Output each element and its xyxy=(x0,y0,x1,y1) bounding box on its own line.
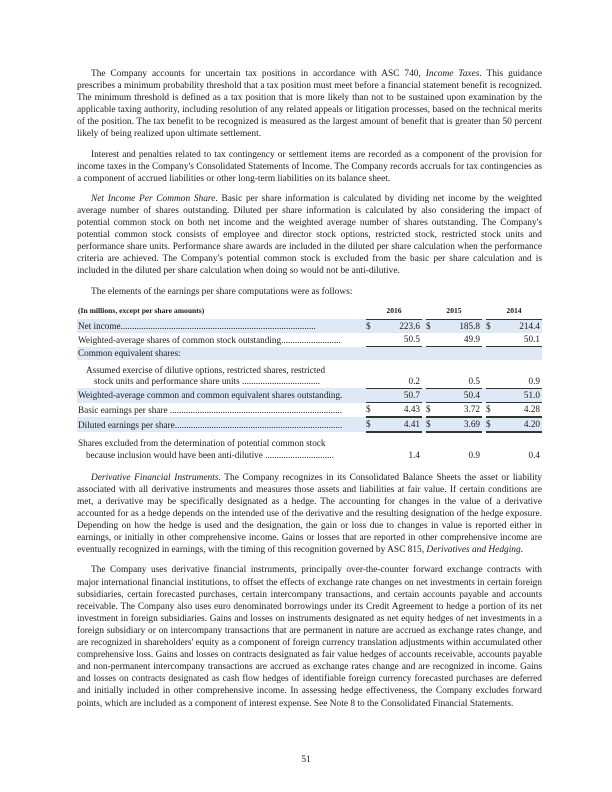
text: The Company accounts for uncertain tax positions in accordance with ASC 740, xyxy=(91,69,426,79)
value: 50.7 xyxy=(376,388,422,402)
table-header-label: (In millions, except per share amounts) xyxy=(78,306,205,316)
table-row-net-income xyxy=(77,319,542,333)
value: 0.9 xyxy=(468,449,480,460)
value: 3.69 xyxy=(436,417,482,432)
currency: $ xyxy=(426,403,436,418)
table-row-assumed-exercise xyxy=(77,364,542,388)
table-row-weighted-average-equivalent xyxy=(77,388,542,402)
value: 223.6 xyxy=(376,319,422,333)
paragraph-net-income-per-share xyxy=(77,193,542,278)
value: 1.4 xyxy=(408,449,420,460)
page-number: 51 xyxy=(301,755,311,765)
currency: $ xyxy=(366,417,376,432)
text: . xyxy=(520,545,524,556)
value: 50.1 xyxy=(496,333,542,347)
value: 50.5 xyxy=(376,333,422,347)
row-label: Weighted-average shares of common stock outstanding.......................... xyxy=(78,334,341,345)
year-2015: 2015 xyxy=(446,305,462,315)
value: 49.9 xyxy=(436,333,482,347)
value: 4.28 xyxy=(496,403,542,418)
paragraph-eps-intro: The elements of the earnings per share computations were as follows: xyxy=(91,286,353,297)
eps-table xyxy=(77,304,542,462)
table-row-diluted-eps xyxy=(77,417,542,432)
page-body xyxy=(77,68,542,718)
value: 0.4 xyxy=(528,449,540,460)
row-label: Diluted earnings per share......................................................................... xyxy=(77,417,362,432)
row-label: Common equivalent shares: xyxy=(77,347,362,360)
currency: $ xyxy=(486,319,496,333)
currency: $ xyxy=(486,403,496,418)
row-label-line2: because inclusion would have been anti-dilutive .............................. xyxy=(86,449,335,460)
table-row-excluded-shares xyxy=(77,437,542,461)
currency: $ xyxy=(486,417,496,432)
row-label xyxy=(77,437,362,461)
row-label: Weighted-average common and common equivalent shares outstanding. xyxy=(77,388,362,402)
currency: $ xyxy=(366,403,376,418)
value: 4.41 xyxy=(376,417,422,432)
value: 0.2 xyxy=(376,364,422,388)
currency: $ xyxy=(426,319,436,333)
text-italic: Net Income Per Common Share xyxy=(91,193,216,204)
currency: $ xyxy=(426,417,436,432)
paragraph-hedging: The Company uses derivative financial instruments, principally over-the-counter forward exchange contracts with major international financial institutions, to offset the effects of exchange rate changes on net investments in certain foreign subsidiaries, certain forecasted purchases, certain intercompany transactions, and certain accounts payable and accounts receivable. The Company also uses euro denominated borrowings under its Credit Agreement to hedge a portion of its net investment in foreign subsidiaries. Gains and losses on instruments designated as net equity hedges of net investments in a foreign subsidiary or on intercompany transactions that are permanent in nature are accrued as exchange rates change, and are recognized in shareholders' equity as a component of foreign currency translation adjustments within accumulated other comprehensive loss. Gains and losses on contracts designated as fair value hedges of accounts receivable, accounts payable and non-permanent intercompany transactions are accrued as exchange rates change and are recognized in income. Gains and losses on contracts designated as cash flow hedges of identifiable foreign currency forecasted purchases are deferred and initially included in other comprehensive income. In assessing hedge effectiveness, the Company excludes forward points, which are included as a component of interest expense. See Note 8 to the Consolidated Financial Statements. xyxy=(77,565,542,709)
value: 0.5 xyxy=(436,364,482,388)
text-italic: Derivatives and Hedging xyxy=(426,545,521,556)
value: 3.72 xyxy=(436,403,482,418)
row-label-line1: Shares excluded from the determination of potential common stock xyxy=(78,438,326,449)
table-row-weighted-average xyxy=(77,333,542,347)
paragraph-derivatives xyxy=(77,472,542,557)
row-label-line1: Assumed exercise of dilutive options, restricted shares, restricted xyxy=(86,364,326,375)
value: 4.43 xyxy=(376,403,422,418)
value: 214.4 xyxy=(496,319,542,333)
text-italic: Income Taxes xyxy=(425,69,480,79)
value: 4.20 xyxy=(496,417,542,432)
paragraph-interest-penalties: Interest and penalties related to tax contingency or settlement items are recorded as a component of the provision for income taxes in the Company's Consolidated Statements of Income. The Company records accruals for tax contingencies as a component of accrued liabilities or other long-term liabilities on its balance sheet. xyxy=(77,149,542,184)
currency: $ xyxy=(366,319,376,333)
row-label xyxy=(77,364,362,388)
year-2016: 2016 xyxy=(386,305,402,315)
value: 51.0 xyxy=(496,388,542,402)
row-label: Net income..................................................................................... xyxy=(77,319,362,333)
row-label-line2: stock units and performance share units .................................. xyxy=(94,376,321,387)
value: 185.8 xyxy=(436,319,482,333)
year-2014: 2014 xyxy=(506,305,522,315)
text: . This guidance prescribes a minimum probability threshold that a tax position must meet before a financial statement benefit is recognized. The minimum threshold is defined as a tax position that is more likely than not to be sustained upon examination by the applicable taxing authority, including resolution of any related appeals or litigation processes, based on the technical merits of the position. The tax benefit to be recognized is measured as the largest amount of benefit that is greater than 50 percent likely of being realized upon ultimate settlement. xyxy=(77,69,542,140)
value: 0.9 xyxy=(496,364,542,388)
row-label: Basic earnings per share ........................................................................... xyxy=(78,405,343,416)
text: . Basic per share information is calculated by dividing net income by the weighted average number of shares outstanding. Diluted per share information is calculated by also considering the impact of potential common stock on both net income and the weighted average number of shares outstanding. The Company's potential common stock consists of employee and director stock options, restricted stock, restricted stock units and performance share units. Performance share awards are included in the diluted per share calculation when the performance criteria are achieved. The Company's potential common stock is excluded from the basic per share calculation and is included in the diluted per share calculation when doing so would not be anti-dilutive. xyxy=(77,193,542,277)
text-italic: Derivative Financial Instruments xyxy=(91,472,219,483)
paragraph-uncertain-tax xyxy=(77,68,542,141)
text: . The Company recognizes in its Consolidated Balance Sheets the asset or liability associated with all derivative instruments and measures those assets and liabilities at fair value. If certain conditions are met, a derivative may be specifically designated as a hedge. The accounting for changes in the value of a derivative accounted for as a hedge depends on the intended use of the derivative and the resulting designation of the hedge exposure. Depending on how the hedge is used and the designation, the gain or loss due to changes in value is reported either in earnings, or initially in other comprehensive income. Gains or losses that are reported in other comprehensive income are eventually recognized in earnings, with the timing of this recognition governed by ASC 815, xyxy=(77,472,542,556)
table-header-row xyxy=(77,304,542,320)
table-row-common-equivalent xyxy=(77,347,542,360)
table-row-basic-eps xyxy=(77,403,542,418)
value: 50.4 xyxy=(436,388,482,402)
